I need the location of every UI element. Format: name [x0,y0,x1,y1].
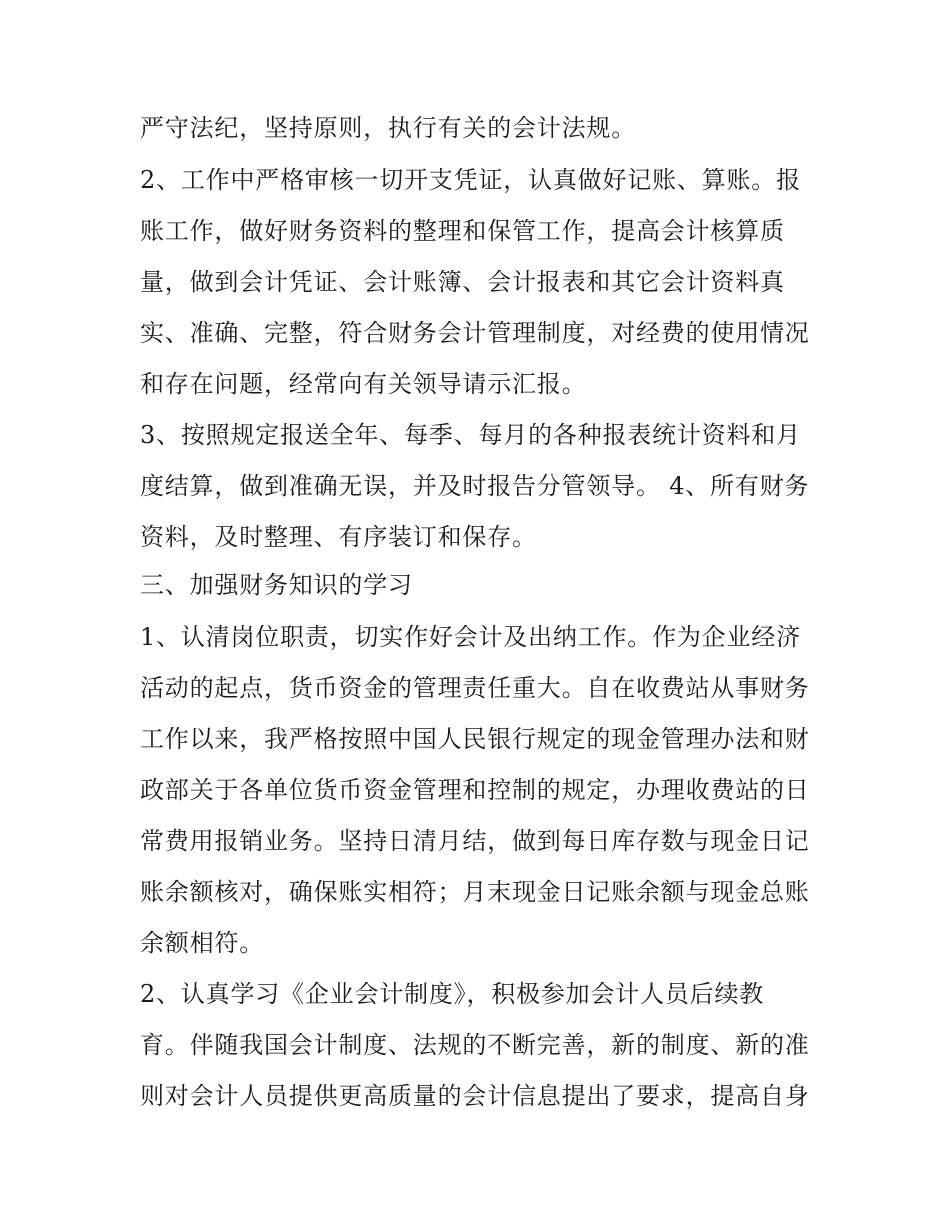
text-line: 政部关于各单位货币资金管理和控制的规定，办理收费站的日 [140,776,810,804]
text-line: 账工作，做好财务资料的整理和保管工作，提高会计核算质 [140,217,785,245]
text-line: 常费用报销业务。坚持日清月结，做到每日库存数与现金日记 [140,827,810,855]
text-line: 3、按照规定报送全年、每季、每月的各种报表统计资料和月 [140,421,801,449]
text-line: 量，做到会计凭证、会计账簿、会计报表和其它会计资料真 [140,268,785,296]
text-line: 2、工作中严格审核一切开支凭证，认真做好记账、算账。报 [140,166,801,194]
text-line: 和存在问题，经常向有关领导请示汇报。 [140,370,587,398]
text-line: 资料，及时整理、有序装订和保存。 [140,523,537,551]
text-line: 则对会计人员提供更高质量的会计信息提出了要求，提高自身 [140,1082,810,1110]
text-line: 2、认真学习《企业会计制度》，积极参加会计人员后续教 [140,980,765,1008]
text-line: 严守法纪，坚持原则，执行有关的会计法规。 [140,114,636,142]
section-heading: 三、加强财务知识的学习 [140,571,413,599]
text-line: 度结算，做到准确无误，并及时报告分管领导。 4、所有财务 [140,472,810,500]
text-line: 1、认清岗位职责，切实作好会计及出纳工作。作为企业经济 [140,623,801,651]
text-line: 账余额核对，确保账实相符；月末现金日记账余额与现金总账 [140,878,810,906]
text-line: 余额相符。 [140,929,264,957]
text-line: 工作以来，我严格按照中国人民银行规定的现金管理办法和财 [140,725,810,753]
text-line: 活动的起点，货币资金的管理责任重大。自在收费站从事财务 [140,674,810,702]
text-line: 育。伴随我国会计制度、法规的不断完善，新的制度、新的准 [140,1031,810,1059]
text-line: 实、准确、完整，符合财务会计管理制度，对经费的使用情况 [140,319,810,347]
